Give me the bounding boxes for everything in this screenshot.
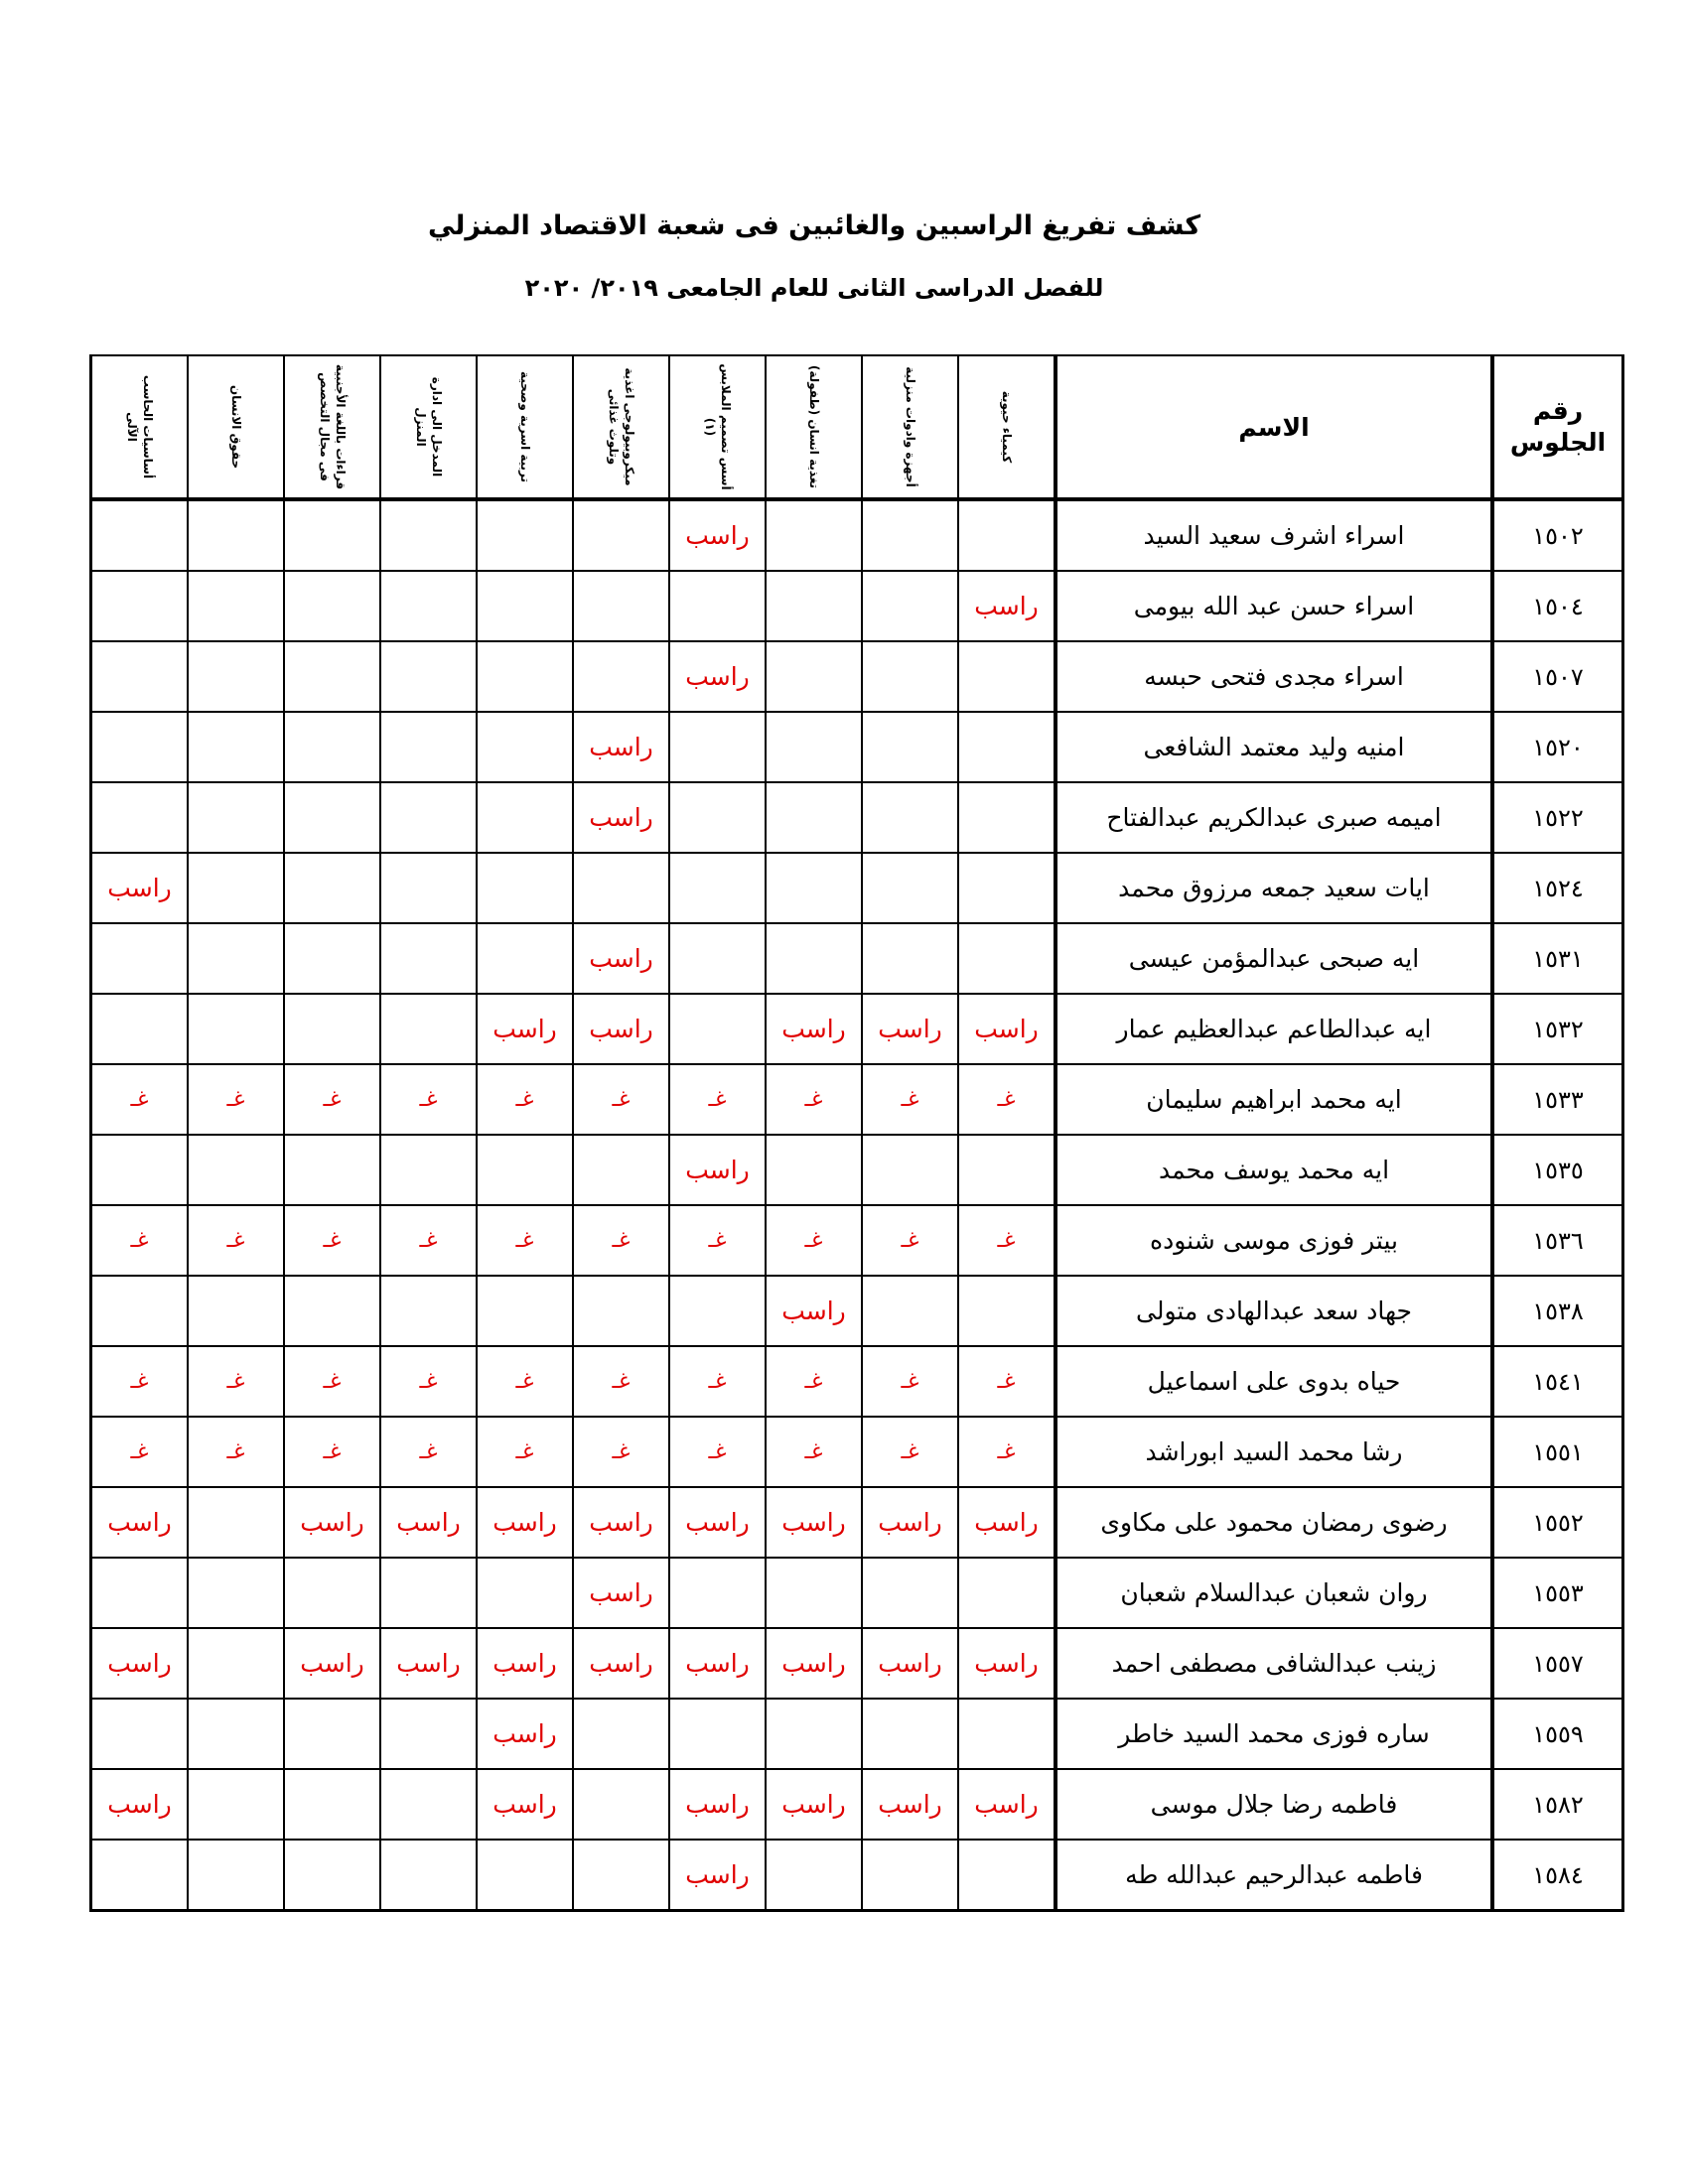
result-cell (669, 782, 766, 853)
table-row (91, 1276, 1623, 1346)
result-cell: راسب (958, 994, 1055, 1064)
result-cell (91, 782, 189, 853)
seat-number-cell: ١٥٣١ (1492, 923, 1623, 994)
result-cell (188, 1487, 284, 1558)
result-cell (669, 712, 766, 782)
result-cell: راسب (284, 1487, 380, 1558)
result-cell (766, 923, 862, 994)
result-cell: راسب (573, 1487, 669, 1558)
result-cell: راسب (766, 994, 862, 1064)
result-cell (380, 641, 477, 712)
result-cell: راسب (862, 1769, 958, 1840)
student-name-cell: بيتر فوزى موسى شنوده (1055, 1205, 1492, 1276)
table-row (91, 1840, 1623, 1911)
result-cell (669, 571, 766, 641)
result-cell (766, 1135, 862, 1205)
result-cell (284, 571, 380, 641)
result-cell: راسب (669, 1769, 766, 1840)
table-row (91, 1558, 1623, 1628)
result-cell (188, 1276, 284, 1346)
result-cell (188, 499, 284, 571)
result-cell: غـ (91, 1346, 189, 1417)
result-cell: غـ (958, 1064, 1055, 1135)
result-cell (380, 1840, 477, 1911)
table-row (91, 641, 1623, 712)
result-cell (380, 1769, 477, 1840)
seat-number-cell: ١٥٠٤ (1492, 571, 1623, 641)
seat-number-cell: ١٥٨٤ (1492, 1840, 1623, 1911)
result-cell (91, 1135, 189, 1205)
table-row (91, 782, 1623, 853)
name-header: الاسم (1055, 355, 1492, 499)
result-cell (766, 712, 862, 782)
result-cell: راسب (573, 782, 669, 853)
result-cell (573, 499, 669, 571)
result-cell: غـ (573, 1346, 669, 1417)
result-cell (284, 923, 380, 994)
result-cell: راسب (380, 1487, 477, 1558)
subject-header-label: المدخل الى ادارة المنزل (413, 376, 444, 478)
student-name-cell: ايه محمد ابراهيم سليمان (1055, 1064, 1492, 1135)
subject-header (91, 355, 189, 499)
result-cell (380, 571, 477, 641)
result-cell (573, 571, 669, 641)
result-cell (766, 1558, 862, 1628)
result-cell: غـ (380, 1205, 477, 1276)
result-cell: غـ (91, 1417, 189, 1487)
result-cell (766, 499, 862, 571)
result-cell (188, 1628, 284, 1699)
result-cell (958, 1840, 1055, 1911)
table-row (91, 571, 1623, 641)
result-cell (958, 1699, 1055, 1769)
result-cell (188, 994, 284, 1064)
result-cell (91, 1276, 189, 1346)
result-cell: غـ (380, 1417, 477, 1487)
result-cell (477, 712, 573, 782)
result-cell (91, 1699, 189, 1769)
student-name-cell: ساره فوزى محمد السيد خاطر (1055, 1699, 1492, 1769)
result-cell: غـ (573, 1205, 669, 1276)
result-cell (380, 499, 477, 571)
result-cell (188, 1135, 284, 1205)
result-cell (862, 1699, 958, 1769)
result-cell: غـ (958, 1417, 1055, 1487)
seat-number-cell: ١٥٣٢ (1492, 994, 1623, 1064)
page-title: كشف تفريغ الراسبين والغائبين فى شعبة الاقتصاد المنزلي (427, 210, 1201, 241)
result-cell: غـ (669, 1417, 766, 1487)
result-cell (380, 923, 477, 994)
result-cell: غـ (862, 1205, 958, 1276)
result-cell (380, 853, 477, 923)
result-cell (958, 923, 1055, 994)
result-cell (188, 1699, 284, 1769)
table-row (91, 1135, 1623, 1205)
subject-header (669, 355, 766, 499)
result-cell: راسب (958, 1628, 1055, 1699)
subject-header-label: تغذية انسان (طفولة) (806, 364, 821, 489)
result-cell (766, 571, 862, 641)
result-cell (477, 499, 573, 571)
subject-header (766, 355, 862, 499)
result-cell: غـ (188, 1064, 284, 1135)
table-row (91, 1628, 1623, 1699)
result-cell (862, 571, 958, 641)
result-cell (573, 1276, 669, 1346)
result-cell: غـ (958, 1346, 1055, 1417)
subject-header-label: قراءات باللغة الأجنبية فى مجال التخصص (317, 363, 348, 490)
result-cell (477, 1276, 573, 1346)
result-cell (284, 1558, 380, 1628)
result-cell (862, 641, 958, 712)
result-cell: غـ (284, 1417, 380, 1487)
result-cell: راسب (477, 1628, 573, 1699)
subject-header-label: أسس تصميم الملابس (١) (702, 363, 733, 490)
result-cell (669, 994, 766, 1064)
result-cell (669, 1558, 766, 1628)
result-cell (188, 782, 284, 853)
result-cell (958, 853, 1055, 923)
result-cell: راسب (477, 1699, 573, 1769)
subject-header-label: أساسيات الحاسب الآلى (124, 374, 155, 479)
student-name-cell: ايات سعيد جمعه مرزوق محمد (1055, 853, 1492, 923)
student-name-cell: اسراء اشرف سعيد السيد (1055, 499, 1492, 571)
result-cell (188, 1558, 284, 1628)
result-cell (91, 499, 189, 571)
seat-number-cell: ١٥٣٨ (1492, 1276, 1623, 1346)
subject-header (284, 355, 380, 499)
result-cell (477, 923, 573, 994)
result-cell: راسب (573, 712, 669, 782)
result-cell (862, 1558, 958, 1628)
seat-number-cell: ١٥٨٢ (1492, 1769, 1623, 1840)
result-cell: راسب (573, 923, 669, 994)
result-cell (188, 923, 284, 994)
result-cell (477, 1135, 573, 1205)
table-row (91, 1769, 1623, 1840)
result-cell: راسب (669, 1628, 766, 1699)
result-cell (862, 923, 958, 994)
table-row (91, 1346, 1623, 1417)
result-cell (766, 641, 862, 712)
seat-number-cell: ١٥٢٢ (1492, 782, 1623, 853)
seat-number-cell: ١٥٢٤ (1492, 853, 1623, 923)
seat-number-header: رقم الجلوس (1492, 355, 1623, 499)
result-cell: راسب (91, 1769, 189, 1840)
table-header-row (91, 355, 1623, 499)
result-cell (958, 782, 1055, 853)
student-name-cell: فاطمه عبدالرحيم عبدالله طه (1055, 1840, 1492, 1911)
result-cell (766, 1840, 862, 1911)
result-cell: غـ (573, 1417, 669, 1487)
result-cell: غـ (91, 1205, 189, 1276)
student-name-cell: رشا محمد السيد ابوراشد (1055, 1417, 1492, 1487)
result-cell: راسب (958, 571, 1055, 641)
result-cell (573, 1135, 669, 1205)
result-cell: غـ (91, 1064, 189, 1135)
seat-number-cell: ١٥٢٠ (1492, 712, 1623, 782)
result-cell (862, 1840, 958, 1911)
result-cell: راسب (766, 1628, 862, 1699)
table-row (91, 1417, 1623, 1487)
result-cell (380, 994, 477, 1064)
student-name-cell: زينب عبدالشافى مصطفى احمد (1055, 1628, 1492, 1699)
result-cell (188, 641, 284, 712)
result-cell: راسب (477, 1487, 573, 1558)
result-cell: راسب (573, 1558, 669, 1628)
student-name-cell: فاطمه رضا جلال موسى (1055, 1769, 1492, 1840)
result-cell (188, 571, 284, 641)
result-cell (284, 994, 380, 1064)
result-cell: غـ (477, 1417, 573, 1487)
result-cell: راسب (669, 1135, 766, 1205)
result-cell (958, 712, 1055, 782)
result-cell (284, 1840, 380, 1911)
result-cell (380, 1699, 477, 1769)
result-cell (766, 782, 862, 853)
result-cell (188, 853, 284, 923)
seat-number-cell: ١٥٣٣ (1492, 1064, 1623, 1135)
result-cell: غـ (477, 1064, 573, 1135)
subject-header (380, 355, 477, 499)
result-cell (766, 853, 862, 923)
seat-number-cell: ١٥٣٦ (1492, 1205, 1623, 1276)
seat-number-cell: ١٥٥٣ (1492, 1558, 1623, 1628)
result-cell (862, 1135, 958, 1205)
result-cell (573, 853, 669, 923)
result-cell: راسب (573, 994, 669, 1064)
result-cell: راسب (669, 641, 766, 712)
student-name-cell: اسراء حسن عبد الله بيومى (1055, 571, 1492, 641)
student-name-cell: جهاد سعد عبدالهادى متولى (1055, 1276, 1492, 1346)
student-name-cell: امنيه وليد معتمد الشافعى (1055, 712, 1492, 782)
result-cell: غـ (669, 1205, 766, 1276)
result-cell (862, 1276, 958, 1346)
student-name-cell: حياه بدوى على اسماعيل (1055, 1346, 1492, 1417)
subject-header (958, 355, 1055, 499)
result-cell (862, 712, 958, 782)
result-cell: راسب (380, 1628, 477, 1699)
subject-header-label: كيمياء حيوية (999, 390, 1014, 464)
student-name-cell: روان شعبان عبدالسلام شعبان (1055, 1558, 1492, 1628)
seat-number-cell: ١٥٠٢ (1492, 499, 1623, 571)
result-cell: غـ (188, 1417, 284, 1487)
result-cell (477, 1558, 573, 1628)
result-cell (284, 499, 380, 571)
result-cell (380, 782, 477, 853)
result-cell (380, 1558, 477, 1628)
seat-number-cell: ١٥٠٧ (1492, 641, 1623, 712)
result-cell: راسب (766, 1487, 862, 1558)
result-cell (284, 1276, 380, 1346)
result-cell (669, 1276, 766, 1346)
subject-header-label: حقوق الانسان (228, 384, 243, 470)
result-cell: راسب (573, 1628, 669, 1699)
table-row (91, 1487, 1623, 1558)
result-cell: غـ (188, 1205, 284, 1276)
result-cell (91, 923, 189, 994)
result-cell (958, 499, 1055, 571)
result-cell (573, 641, 669, 712)
result-cell (573, 1840, 669, 1911)
result-cell: غـ (284, 1205, 380, 1276)
table-row (91, 712, 1623, 782)
result-cell (284, 853, 380, 923)
result-cell: غـ (477, 1346, 573, 1417)
table-row (91, 499, 1623, 571)
seat-number-cell: ١٥٥١ (1492, 1417, 1623, 1487)
seat-number-cell: ١٥٣٥ (1492, 1135, 1623, 1205)
result-cell (573, 1769, 669, 1840)
result-cell (284, 1135, 380, 1205)
result-cell (958, 1135, 1055, 1205)
result-cell (284, 641, 380, 712)
seat-number-cell: ١٥٤١ (1492, 1346, 1623, 1417)
result-cell: راسب (862, 1487, 958, 1558)
page-subtitle: للفصل الدراسى الثانى للعام الجامعى ٢٠١٩/ ٢٠٢٠ (524, 274, 1104, 302)
result-cell: غـ (188, 1346, 284, 1417)
result-cell (188, 1840, 284, 1911)
result-cell (862, 782, 958, 853)
result-cell: غـ (958, 1205, 1055, 1276)
result-cell: غـ (862, 1346, 958, 1417)
result-cell: راسب (862, 1628, 958, 1699)
result-cell: راسب (958, 1769, 1055, 1840)
result-cell (380, 712, 477, 782)
subject-header (188, 355, 284, 499)
result-cell: غـ (766, 1064, 862, 1135)
result-cell (91, 1840, 189, 1911)
table-row (91, 923, 1623, 994)
result-cell: راسب (862, 994, 958, 1064)
result-cell: غـ (573, 1064, 669, 1135)
student-name-cell: رضوى رمضان محمود على مكاوى (1055, 1487, 1492, 1558)
subject-header-label: أجهزة وادوات منزلية (903, 366, 917, 487)
result-cell: راسب (669, 1487, 766, 1558)
result-cell (958, 1558, 1055, 1628)
result-cell (477, 641, 573, 712)
result-cell: غـ (766, 1346, 862, 1417)
result-cell (284, 782, 380, 853)
result-cell (284, 712, 380, 782)
result-cell: غـ (862, 1417, 958, 1487)
subject-header (573, 355, 669, 499)
result-cell: راسب (477, 1769, 573, 1840)
table-row (91, 1064, 1623, 1135)
subject-header-label: ميكروبيولوجى اغذية وتلوث غذائى (606, 367, 636, 486)
student-name-cell: ايه محمد يوسف محمد (1055, 1135, 1492, 1205)
student-name-cell: اميمه صبرى عبدالكريم عبدالفتاح (1055, 782, 1492, 853)
result-cell (91, 994, 189, 1064)
result-cell: راسب (669, 499, 766, 571)
result-cell (669, 853, 766, 923)
student-name-cell: ايه عبدالطاعم عبدالعظيم عمار (1055, 994, 1492, 1064)
result-cell (284, 1769, 380, 1840)
result-cell (188, 1769, 284, 1840)
result-cell (380, 1135, 477, 1205)
result-cell: غـ (669, 1346, 766, 1417)
seat-number-cell: ١٥٥٢ (1492, 1487, 1623, 1558)
result-cell (862, 853, 958, 923)
result-cell: غـ (766, 1417, 862, 1487)
result-cell (91, 1558, 189, 1628)
result-cell (380, 1276, 477, 1346)
subject-header-label: تربية اسرية وصحية (517, 370, 532, 483)
result-cell (477, 853, 573, 923)
result-cell: راسب (958, 1487, 1055, 1558)
result-cell (284, 1699, 380, 1769)
result-cell (91, 712, 189, 782)
result-cell: راسب (91, 1628, 189, 1699)
table-row (91, 853, 1623, 923)
seat-number-cell: ١٥٥٧ (1492, 1628, 1623, 1699)
result-cell: غـ (380, 1064, 477, 1135)
result-cell: غـ (862, 1064, 958, 1135)
table-row (91, 1205, 1623, 1276)
student-name-cell: ايه صبحى عبدالمؤمن عيسى (1055, 923, 1492, 994)
result-cell: راسب (91, 1487, 189, 1558)
result-cell: راسب (669, 1840, 766, 1911)
seat-number-cell: ١٥٥٩ (1492, 1699, 1623, 1769)
result-cell (669, 923, 766, 994)
result-cell: راسب (766, 1276, 862, 1346)
result-cell: غـ (380, 1346, 477, 1417)
table-body (91, 499, 1623, 1911)
subject-header (477, 355, 573, 499)
result-cell: راسب (91, 853, 189, 923)
result-cell (477, 782, 573, 853)
result-cell (958, 1276, 1055, 1346)
table-row (91, 1699, 1623, 1769)
result-cell (477, 1840, 573, 1911)
result-cell: راسب (284, 1628, 380, 1699)
result-cell: غـ (477, 1205, 573, 1276)
result-cell: غـ (284, 1346, 380, 1417)
subject-header (862, 355, 958, 499)
result-cell (573, 1699, 669, 1769)
result-cell (91, 641, 189, 712)
result-cell (91, 571, 189, 641)
result-cell (958, 641, 1055, 712)
result-cell: غـ (766, 1205, 862, 1276)
results-table (89, 354, 1624, 1912)
result-cell: غـ (669, 1064, 766, 1135)
result-cell (188, 712, 284, 782)
result-cell (862, 499, 958, 571)
table-row (91, 994, 1623, 1064)
result-cell: غـ (284, 1064, 380, 1135)
result-cell: راسب (766, 1769, 862, 1840)
result-cell (669, 1699, 766, 1769)
result-cell (766, 1699, 862, 1769)
result-cell (477, 571, 573, 641)
result-cell: راسب (477, 994, 573, 1064)
student-name-cell: اسراء مجدى فتحى حبسه (1055, 641, 1492, 712)
